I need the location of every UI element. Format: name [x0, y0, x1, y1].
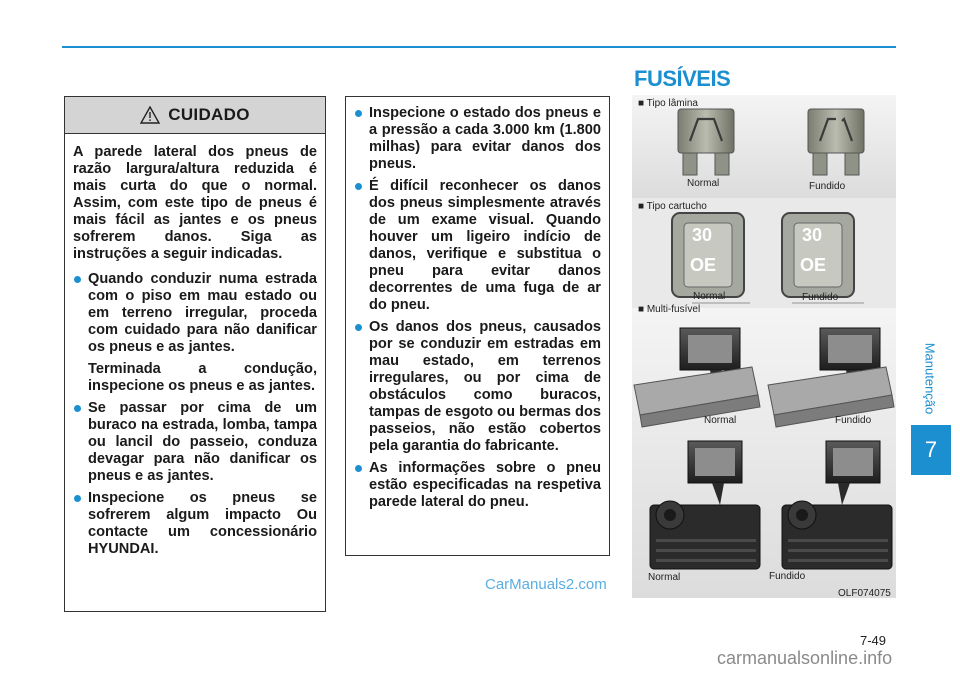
page-number: 7-49: [860, 633, 887, 648]
bullet-dot: [355, 110, 362, 117]
section-name: Manutenção: [922, 342, 938, 414]
cartridge-blown-rating: 30: [802, 225, 823, 245]
tire-inspection-list: [354, 105, 601, 511]
bullet-text: Inspecione o estado dos pneus e a pressão a cada 3.000 km (1.800 milhas) para evitar danos dos pneus.: [369, 105, 601, 172]
cartridge-blown-code: OE: [800, 255, 827, 275]
list-item: [73, 400, 317, 485]
top-rule: [62, 46, 896, 48]
tire-inspection-body: [346, 97, 609, 511]
bullet-text: Se passar por cima de um buraco na estrada, lomba, tampa ou lancil do passeio, conduza devagar para não danificar os pneus e as jantes.: [88, 400, 317, 484]
multi-block-normal-label: Normal: [648, 572, 681, 583]
bullet-text: Inspecione os pneus se sofrerem algum impacto Ou contacte um concessionário HYUNDAI.: [88, 490, 317, 557]
multi-strip-normal-label: Normal: [704, 415, 737, 426]
bullet-dot: [355, 183, 362, 190]
caution-box: [64, 96, 326, 612]
caution-list: [73, 271, 317, 558]
caution-body: [65, 134, 325, 558]
fuse-illustration: [632, 95, 896, 598]
multi-fuse-heading: ■ Multi-fusível: [638, 304, 701, 315]
list-item: [73, 271, 317, 395]
bullet-dot: [355, 324, 362, 331]
bullet-dot: [355, 465, 362, 472]
bullet-text: Quando conduzir numa estrada com o piso em mau estado ou em terreno irregular, proceda com cuidado para não danificar os pneus e as jantes.: [88, 271, 317, 355]
caution-header: [65, 97, 325, 134]
blade-type-heading: ■ Tipo lâmina: [638, 98, 698, 109]
blade-normal-label: Normal: [687, 178, 720, 189]
bullet-text: As informações sobre o pneu estão especificadas na respetiva parede lateral do pneu.: [369, 460, 601, 510]
watermark-bottom: carmanualsonline.info: [717, 648, 893, 668]
section-title: FUSÍVEIS: [634, 66, 731, 91]
cartridge-normal-rating: 30: [692, 225, 713, 245]
list-item: [354, 460, 601, 511]
image-code: OLF074075: [838, 588, 891, 599]
cartridge-blown-label: Fundido: [802, 292, 839, 303]
section-sidebar: [917, 338, 943, 418]
bullet-followup: Terminada a condução, inspecione os pneus e as jantes.: [88, 361, 317, 394]
bullet-dot: [74, 495, 81, 502]
bullet-text: É difícil reconhecer os danos dos pneus simplesmente através de um exame visual. Quando houver um ligeiro indício de danos, verifique e substitua o pneu para evitar danos decorrentes de uma fuga de ar do pneu.: [369, 178, 601, 313]
caution-intro: A parede lateral dos pneus de razão largura/altura reduzida é mais curta do que o normal. Assim, com este tipo de pneus é mais fácil as jantes e os pneus sofrerem danos. Siga as instruções a seguir indicadas.: [73, 144, 317, 262]
multi-block-blown-label: Fundido: [769, 571, 806, 582]
bullet-dot: [74, 405, 81, 412]
cartridge-type-heading: ■ Tipo cartucho: [638, 201, 707, 212]
tire-inspection-box: [345, 96, 610, 556]
watermark-top: CarManuals2.com: [485, 576, 607, 593]
caution-title: CUIDADO: [168, 105, 250, 124]
cartridge-normal-code: OE: [690, 255, 717, 275]
list-item: [354, 178, 601, 314]
list-item: [354, 319, 601, 455]
blade-blown-label: Fundido: [809, 181, 846, 192]
bullet-dot: [74, 276, 81, 283]
chapter-tab: 7: [911, 425, 951, 475]
bullet-text: Os danos dos pneus, causados por se conduzir em estradas em mau estado, em terrenos irregulares, ou por cima de obstáculos como buracos, tampas de esgoto ou bermas dos passeios, não estão cobertos pela garantia do fabricante.: [369, 319, 601, 454]
list-item: [73, 490, 317, 558]
warning-triangle-icon: [140, 106, 160, 124]
cartridge-normal-label: Normal: [693, 291, 726, 302]
fuse-drawing: [632, 95, 896, 598]
multi-strip-blown-label: Fundido: [835, 415, 872, 426]
list-item: [354, 105, 601, 173]
